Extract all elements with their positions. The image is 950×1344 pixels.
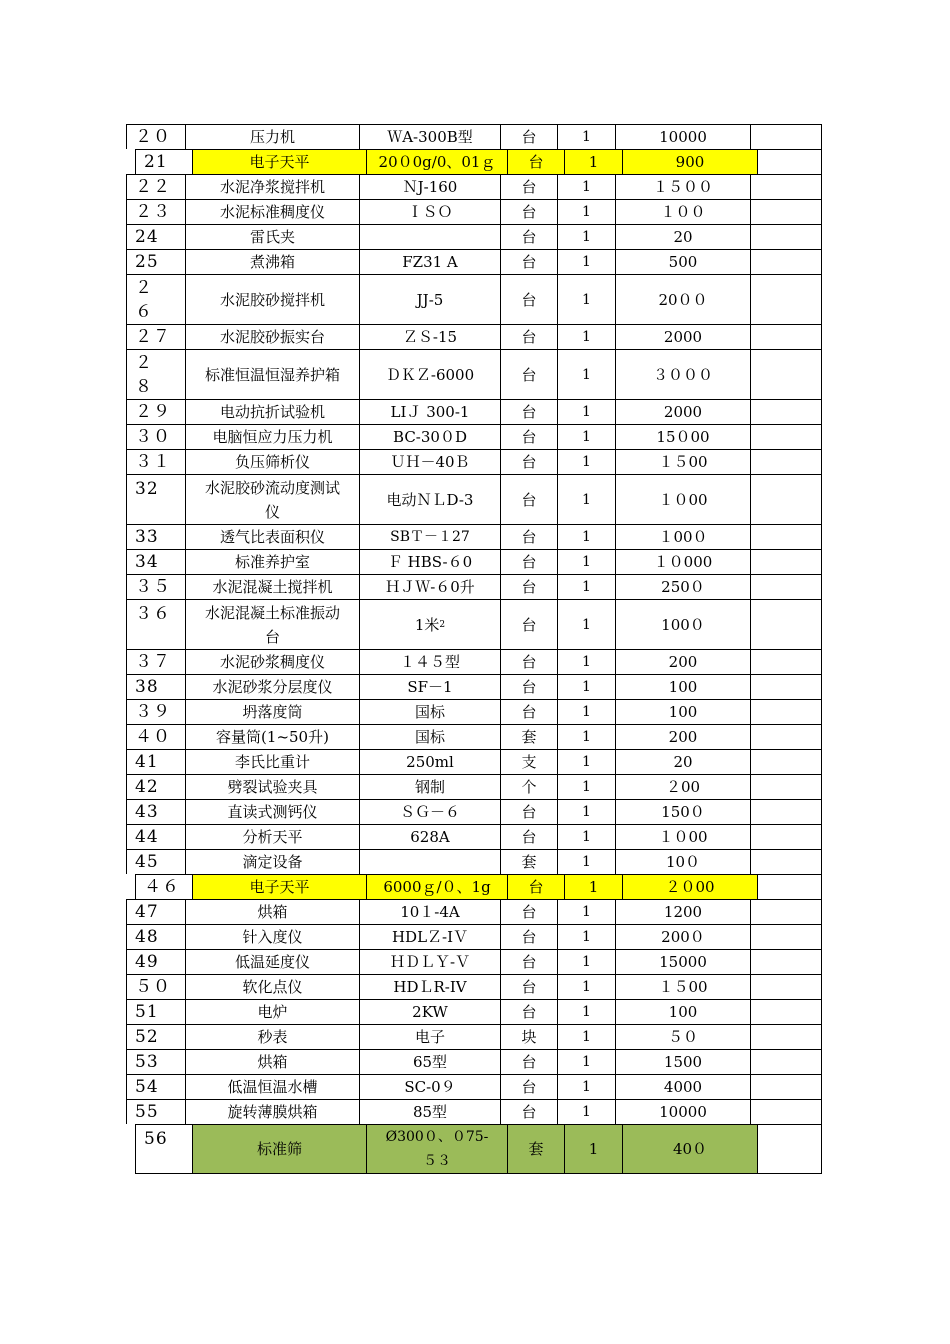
unit: 台 (500, 899, 557, 924)
price: 500 (615, 249, 750, 274)
price: 20 (615, 224, 750, 249)
price: １５00 (615, 449, 750, 474)
equipment-name (185, 474, 359, 524)
quantity: 1 (557, 924, 615, 949)
remark (750, 1074, 822, 1099)
equipment-model: ＨＤＬＹ-Ｖ (359, 949, 500, 974)
quantity: 1 (557, 774, 615, 799)
quantity: 1 (557, 449, 615, 474)
row-number: 43 (126, 799, 185, 824)
row-number: 33 (126, 524, 185, 549)
row-number: 41 (126, 749, 185, 774)
remark (750, 999, 822, 1024)
unit: 台 (500, 1099, 557, 1124)
equipment-model: ＩＳＯ (359, 199, 500, 224)
quantity: 1 (557, 324, 615, 349)
remark (750, 1099, 822, 1124)
unit: 台 (500, 974, 557, 999)
price: 1200 (615, 899, 750, 924)
row-number: ２２ (126, 174, 185, 199)
equipment-name-line: 水泥胶砂流动度测试 (204, 478, 340, 497)
unit: 台 (500, 174, 557, 199)
row-number: 25 (126, 249, 185, 274)
equipment-name: 直读式测钙仪 (185, 799, 359, 824)
equipment-model: 10１-4A (359, 899, 500, 924)
equipment-model: SF－1 (359, 674, 500, 699)
equipment-name: 容量筒(1~50升) (185, 724, 359, 749)
equipment-model: 628A (359, 824, 500, 849)
equipment-model: ＮJ-160 (359, 174, 500, 199)
unit: 台 (500, 124, 557, 149)
quantity: 1 (557, 549, 615, 574)
row-number (126, 274, 185, 324)
unit: 套 (507, 1124, 564, 1174)
price: 20 (615, 749, 750, 774)
quantity: 1 (557, 1074, 615, 1099)
remark (750, 474, 822, 524)
remark (750, 749, 822, 774)
equipment-model: SBＴ－１27 (359, 524, 500, 549)
remark (750, 924, 822, 949)
price: 250０ (615, 574, 750, 599)
equipment-name: 李氏比重计 (185, 749, 359, 774)
price: 1500 (615, 1049, 750, 1074)
row-number: 24 (126, 224, 185, 249)
equipment-name: 水泥标准稠度仪 (185, 199, 359, 224)
remark (757, 874, 822, 899)
unit: 台 (500, 224, 557, 249)
equipment-name: 低温恒温水槽 (185, 1074, 359, 1099)
equipment-model: 250ml (359, 749, 500, 774)
equipment-model: ＤＫＺ-6000 (359, 349, 500, 399)
quantity: 1 (557, 1049, 615, 1074)
unit: 台 (500, 549, 557, 574)
unit: 台 (500, 699, 557, 724)
equipment-name: 标准恒温恒湿养护箱 (185, 349, 359, 399)
unit: 台 (500, 449, 557, 474)
price: ３０００ (615, 349, 750, 399)
price: １５00 (615, 974, 750, 999)
price: 100 (615, 999, 750, 1024)
quantity: 1 (557, 199, 615, 224)
quantity: 1 (557, 749, 615, 774)
row-number: ２０ (126, 124, 185, 149)
equipment-name: 滴定设备 (185, 849, 359, 874)
quantity: 1 (564, 1124, 622, 1174)
row-number: ３７ (126, 649, 185, 674)
equipment-name: 水泥混凝土搅拌机 (185, 574, 359, 599)
remark (750, 224, 822, 249)
equipment-model: ＺＳ-15 (359, 324, 500, 349)
row-number (126, 349, 185, 399)
equipment-name: 旋转薄膜烘箱 (185, 1099, 359, 1124)
remark (750, 849, 822, 874)
row-number: 44 (126, 824, 185, 849)
row-number: 21 (135, 149, 192, 174)
remark (750, 574, 822, 599)
equipment-name: 烘箱 (185, 899, 359, 924)
remark (750, 424, 822, 449)
unit: 台 (500, 674, 557, 699)
row-number: ３９ (126, 699, 185, 724)
row-number: 38 (126, 674, 185, 699)
price: 15０00 (615, 424, 750, 449)
price: 10000 (615, 124, 750, 149)
equipment-model: 钢制 (359, 774, 500, 799)
quantity: 1 (557, 349, 615, 399)
equipment-name: 负压筛析仪 (185, 449, 359, 474)
unit: 台 (500, 199, 557, 224)
unit: 套 (500, 724, 557, 749)
equipment-name: 低温延度仪 (185, 949, 359, 974)
row-number: 48 (126, 924, 185, 949)
equipment-model-line: ５３ (423, 1153, 451, 1169)
row-number-part: ６ (135, 301, 153, 322)
remark (750, 274, 822, 324)
equipment-model: ＨＪＷ-６0升 (359, 574, 500, 599)
quantity: 1 (557, 849, 615, 874)
price: 100 (615, 699, 750, 724)
price: 20００ (615, 274, 750, 324)
unit: 台 (500, 599, 557, 649)
row-number: ２３ (126, 199, 185, 224)
equipment-name: 电炉 (185, 999, 359, 1024)
unit: 台 (500, 424, 557, 449)
equipment-name: 水泥砂浆稠度仪 (185, 649, 359, 674)
row-number: ３６ (126, 599, 185, 649)
equipment-model: 65型 (359, 1049, 500, 1074)
price: 900 (622, 149, 757, 174)
equipment-model: 2KW (359, 999, 500, 1024)
price: 4000 (615, 1074, 750, 1099)
remark (750, 249, 822, 274)
row-number: 42 (126, 774, 185, 799)
equipment-model: 电子 (359, 1024, 500, 1049)
unit: 台 (507, 874, 564, 899)
equipment-name: 电子天平 (192, 874, 366, 899)
unit: 台 (500, 524, 557, 549)
unit: 台 (500, 249, 557, 274)
row-number: ３５ (126, 574, 185, 599)
equipment-name: 水泥净浆搅拌机 (185, 174, 359, 199)
unit: 块 (500, 1024, 557, 1049)
equipment-name: 软化点仪 (185, 974, 359, 999)
price: 150０ (615, 799, 750, 824)
quantity: 1 (557, 1099, 615, 1124)
equipment-model: BC-30０D (359, 424, 500, 449)
unit: 台 (500, 949, 557, 974)
quantity: 1 (557, 124, 615, 149)
quantity: 1 (557, 224, 615, 249)
quantity: 1 (557, 799, 615, 824)
model-text: 1米 (414, 615, 440, 634)
remark (750, 974, 822, 999)
remark (750, 124, 822, 149)
row-number-part: ２ (135, 352, 153, 373)
price: １０000 (615, 549, 750, 574)
price: １００ (615, 199, 750, 224)
equipment-name: 坍落度筒 (185, 699, 359, 724)
remark (750, 599, 822, 649)
price: １５００ (615, 174, 750, 199)
equipment-name: 煮沸箱 (185, 249, 359, 274)
equipment-model: FZ31 A (359, 249, 500, 274)
row-number: 52 (126, 1024, 185, 1049)
equipment-model: ＳＧ－６ (359, 799, 500, 824)
row-number-part: ８ (135, 376, 153, 397)
quantity: 1 (557, 974, 615, 999)
equipment-name: 水泥胶砂搅拌机 (185, 274, 359, 324)
equipment-name: 雷氏夹 (185, 224, 359, 249)
equipment-name: 水泥胶砂振实台 (185, 324, 359, 349)
unit: 台 (500, 824, 557, 849)
row-number: 45 (126, 849, 185, 874)
equipment-model: 电动ＮＬD-3 (359, 474, 500, 524)
equipment-model: LIＪ 300-1 (359, 399, 500, 424)
equipment-name: 标准养护室 (185, 549, 359, 574)
remark (750, 949, 822, 974)
unit: 台 (500, 799, 557, 824)
price: ５０ (615, 1024, 750, 1049)
unit: 套 (500, 849, 557, 874)
price: １00０ (615, 524, 750, 549)
quantity: 1 (557, 399, 615, 424)
row-number: ３０ (126, 424, 185, 449)
equipment-model: HDＬR-IV (359, 974, 500, 999)
quantity: 1 (557, 999, 615, 1024)
unit: 台 (507, 149, 564, 174)
remark (750, 774, 822, 799)
row-number: 55 (126, 1099, 185, 1124)
quantity: 1 (564, 874, 622, 899)
row-number: ２７ (126, 324, 185, 349)
remark (750, 799, 822, 824)
unit: 个 (500, 774, 557, 799)
quantity: 1 (557, 274, 615, 324)
price: 200 (615, 724, 750, 749)
price: 2000 (615, 399, 750, 424)
quantity: 1 (557, 949, 615, 974)
equipment-model: ＵＨ－40Ｂ (359, 449, 500, 474)
remark (750, 1024, 822, 1049)
equipment-model: 20０0g/0、01ｇ (366, 149, 507, 174)
remark (750, 1049, 822, 1074)
remark (750, 699, 822, 724)
quantity: 1 (557, 249, 615, 274)
price: １０00 (615, 824, 750, 849)
row-number: ４０ (126, 724, 185, 749)
remark (757, 1124, 822, 1174)
unit: 台 (500, 349, 557, 399)
quantity: 1 (557, 174, 615, 199)
remark (750, 649, 822, 674)
quantity: 1 (557, 424, 615, 449)
row-number: 53 (126, 1049, 185, 1074)
remark (750, 199, 822, 224)
unit: 台 (500, 574, 557, 599)
remark (750, 449, 822, 474)
quantity: 1 (557, 599, 615, 649)
quantity: 1 (564, 149, 622, 174)
price: 2000 (615, 324, 750, 349)
quantity: 1 (557, 699, 615, 724)
quantity: 1 (557, 474, 615, 524)
row-number: 56 (135, 1124, 192, 1174)
row-number: 51 (126, 999, 185, 1024)
quantity: 1 (557, 724, 615, 749)
unit: 支 (500, 749, 557, 774)
quantity: 1 (557, 649, 615, 674)
row-number: 47 (126, 899, 185, 924)
row-number: ３１ (126, 449, 185, 474)
quantity: 1 (557, 574, 615, 599)
unit: 台 (500, 324, 557, 349)
equipment-model: JJ-5 (359, 274, 500, 324)
equipment-name-line: 台 (264, 627, 280, 646)
price: 200０ (615, 924, 750, 949)
equipment-name: 烘箱 (185, 1049, 359, 1074)
price: 10０ (615, 849, 750, 874)
equipment-model: HDLＺ-IＶ (359, 924, 500, 949)
equipment-name: 标准筛 (192, 1124, 366, 1174)
price: 40０ (622, 1124, 757, 1174)
quantity: 1 (557, 674, 615, 699)
quantity: 1 (557, 524, 615, 549)
remark (750, 674, 822, 699)
quantity: 1 (557, 824, 615, 849)
equipment-name (185, 599, 359, 649)
remark (750, 724, 822, 749)
equipment-name: 压力机 (185, 124, 359, 149)
row-number-part: ２ (135, 277, 153, 298)
remark (750, 174, 822, 199)
row-number: 54 (126, 1074, 185, 1099)
equipment-name: 针入度仪 (185, 924, 359, 949)
equipment-model (366, 1124, 507, 1174)
price: ２０00 (622, 874, 757, 899)
equipment-model: 6000ｇ/０、1g (366, 874, 507, 899)
equipment-name-line: 仪 (264, 502, 280, 521)
equipment-model (359, 224, 500, 249)
row-number: 32 (126, 474, 185, 524)
remark (750, 899, 822, 924)
unit: 台 (500, 1049, 557, 1074)
equipment-name-line: 水泥混凝土标准振动 (204, 603, 340, 622)
equipment-model: 85型 (359, 1099, 500, 1124)
unit: 台 (500, 474, 557, 524)
unit: 台 (500, 999, 557, 1024)
price: 15000 (615, 949, 750, 974)
unit: 台 (500, 924, 557, 949)
equipment-name: 劈裂试验夹具 (185, 774, 359, 799)
unit: 台 (500, 1074, 557, 1099)
remark (750, 524, 822, 549)
price: 100 (615, 674, 750, 699)
equipment-model: Ｆ HBS-６0 (359, 549, 500, 574)
unit: 台 (500, 399, 557, 424)
equipment-name: 分析天平 (185, 824, 359, 849)
row-number: ４６ (135, 874, 192, 899)
row-number: ５０ (126, 974, 185, 999)
equipment-name: 透气比表面积仪 (185, 524, 359, 549)
equipment-model (359, 849, 500, 874)
remark (757, 149, 822, 174)
equipment-name: 电脑恒应力压力机 (185, 424, 359, 449)
equipment-model: ＷA-300B型 (359, 124, 500, 149)
equipment-model: SC-0９ (359, 1074, 500, 1099)
equipment-model: 国标 (359, 724, 500, 749)
equipment-name: 秒表 (185, 1024, 359, 1049)
price: 100０ (615, 599, 750, 649)
row-number: 34 (126, 549, 185, 574)
unit: 台 (500, 274, 557, 324)
quantity: 1 (557, 899, 615, 924)
remark (750, 549, 822, 574)
remark (750, 824, 822, 849)
equipment-name: 电子天平 (192, 149, 366, 174)
equipment-name: 水泥砂浆分层度仪 (185, 674, 359, 699)
unit: 台 (500, 649, 557, 674)
remark (750, 324, 822, 349)
equipment-name: 电动抗折试验机 (185, 399, 359, 424)
row-number: ２９ (126, 399, 185, 424)
price: ２00 (615, 774, 750, 799)
equipment-model: 1米 2 (359, 599, 500, 649)
equipment-model: 国标 (359, 699, 500, 724)
price: 200 (615, 649, 750, 674)
remark (750, 399, 822, 424)
price: 10000 (615, 1099, 750, 1124)
price: １０00 (615, 474, 750, 524)
quantity: 1 (557, 1024, 615, 1049)
row-number: 49 (126, 949, 185, 974)
equipment-model: １４５型 (359, 649, 500, 674)
equipment-model-line: Ø300０、０75- (385, 1129, 489, 1145)
remark (750, 349, 822, 399)
